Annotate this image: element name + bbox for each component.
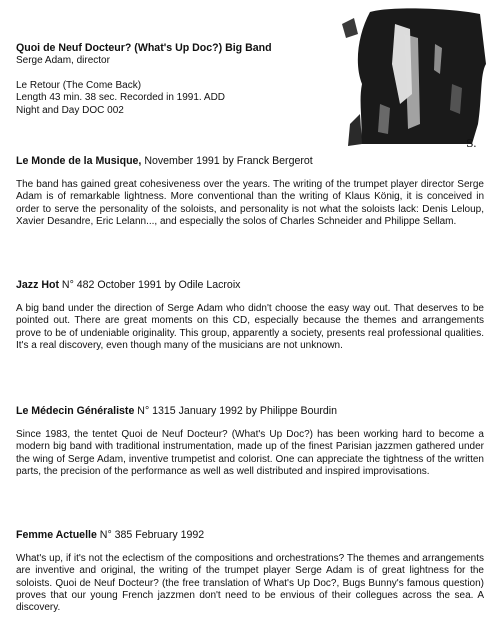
review-heading xyxy=(16,529,484,542)
review-femme-actuelle xyxy=(16,529,484,614)
review-heading xyxy=(16,405,484,418)
album-header xyxy=(16,42,336,117)
review-jazz-hot xyxy=(16,279,484,352)
director-line: Serge Adam, director xyxy=(16,55,110,66)
review-le-medecin-generaliste xyxy=(16,405,484,478)
album-name: Le Retour (The Come Back) xyxy=(16,79,142,91)
review-details: N° 482 October 1991 by Odile Lacroix xyxy=(58,279,241,291)
review-body: A big band under the direction of Serge Adam who didn't choose the easy way out. That deserves to be pointed out. There are great moments on this CD, especially because the themes and arrangements prove to be of undeniable originality. This group, apparently a society, presents real professional qualities. It's a real discovery, even though many of the musicians are not unknown. xyxy=(16,303,484,351)
publication-name: Femme Actuelle xyxy=(16,529,97,541)
review-heading xyxy=(16,155,484,168)
review-body: What's up, if it's not the eclectism of the compositions and orchestrations? The themes and arrangements are inventive and original, the writing of the trumpet player Serge Adam is of great lightness for the soloists. Quoi de Neuf Docteur? (the free translation of What's Up Doc?, Bugs Bunny's famous question) proves that our young French jazzmen don't need to be envious of their collegues across the sea. A discovery. xyxy=(16,553,484,614)
publication-name: Jazz Hot xyxy=(16,279,59,291)
publication-name: Le Monde de la Musique, xyxy=(16,155,142,167)
label-line: Night and Day DOC 002 xyxy=(16,104,124,116)
review-le-monde-de-la-musique xyxy=(16,155,484,228)
review-heading xyxy=(16,279,484,292)
publication-name: Le Médecin Généraliste xyxy=(16,405,135,417)
review-details: N° 1315 January 1992 by Philippe Bourdin xyxy=(134,405,338,417)
cover-artwork xyxy=(340,4,488,152)
review-details: N° 385 February 1992 xyxy=(96,529,205,541)
review-details: November 1991 by Franck Bergerot xyxy=(141,155,313,167)
length-line: Length 43 min. 38 sec. Recorded in 1991. ADD xyxy=(16,92,226,103)
album-title: Quoi de Neuf Docteur? (What's Up Doc?) Big Band xyxy=(16,42,272,54)
review-body: Since 1983, the tentet Quoi de Neuf Docteur? (What's Up Doc?) has been working hard to become a modern big band with traditional instrumentation, made up of the finest Parisian jazzmen gathered under the wing of Serge Adam, inventive trumpetist and colorist. One can appreciate the tightness of the written parts, the precision of the performance as well as well distributed and inspired improvisations. xyxy=(16,429,484,477)
artist-signature: S. xyxy=(466,137,477,150)
review-body: The band has gained great cohesiveness over the years. The writing of the trumpet player director Serge Adam is of remarkable lightness. More conventional than the writing of Klaus König, it is conceived in order to serve the personality of the soloists, and personality is not what the soloists lack: Denis Leloup, Xavier Desandre, Eric Lelann..., and especially the solos of Charles Schneider and Philippe Sellam. xyxy=(16,179,484,227)
spacer xyxy=(16,68,336,80)
